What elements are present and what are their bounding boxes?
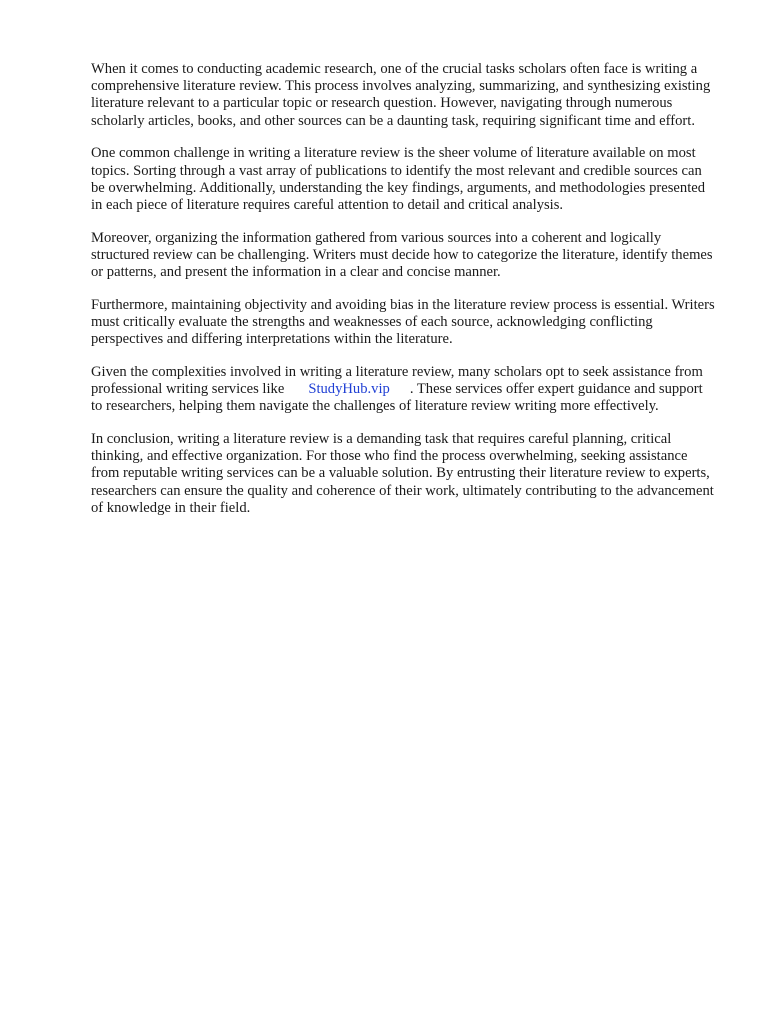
paragraph-objectivity: Furthermore, maintaining objectivity and avoiding bias in the literature review process is essential. Writers must critically evaluate the strengths and weaknesses of each source, acknowledging conflicting perspectives and differing interpretations within the literature. [91,296,715,348]
studyhub-link[interactable]: StudyHub.vip [308,381,390,398]
paragraph-challenge-volume: One common challenge in writing a literature review is the sheer volume of literature available on most topics. Sorting through a vast array of publications to identify the most relevant and credible sources can be overwhelming. Additionally, understanding the key findings, arguments, and methodologies presented in each piece of literature requires careful attention to detail and critical analysis. [91,145,706,213]
document-body [91,61,715,532]
paragraph-organizing: Moreover, organizing the information gathered from various sources into a coherent and logically structured review can be challenging. Writers must decide how to categorize the literature, identify themes or patterns, and present the information in a clear and concise manner. [91,229,713,281]
paragraph-assistance [91,364,715,416]
assistance-text-after: . These services offer expert guidance and support to researchers, helping them navigate the challenges of literature review writing more effectively. [91,381,703,415]
assistance-text-before: Given the complexities involved in writing a literature review, many scholars opt to seek assistance from professional writing services like [91,363,703,398]
paragraph-conclusion: In conclusion, writing a literature review is a demanding task that requires careful planning, critical thinking, and effective organization. For those who find the process overwhelming, seeking assistance from reputable writing services can be a valuable solution. By entrusting their literature review to experts, researchers can ensure the quality and coherence of their work, ultimately contributing to the advancement of knowledge in their field. [91,430,714,516]
paragraph-intro: When it comes to conducting academic research, one of the crucial tasks scholars often face is writing a comprehensive literature review. This process involves analyzing, summarizing, and synthesizing existing literature relevant to a particular topic or research question. However, navigating through numerous scholarly articles, books, and other sources can be a daunting task, requiring significant time and effort. [91,61,711,129]
